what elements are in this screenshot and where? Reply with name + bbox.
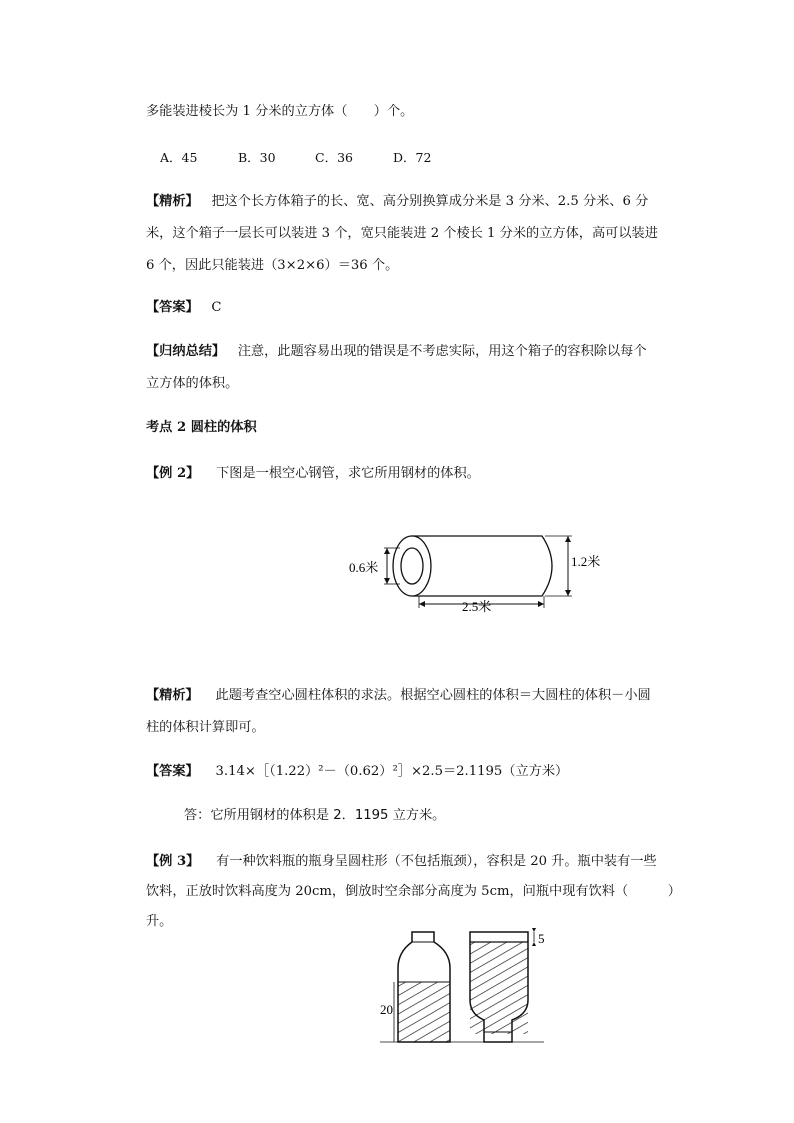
inner-diameter-label: 0.6米 <box>349 560 379 575</box>
answer-text: 3.14×［（1.22）²－（0.62）²］×2.5＝2.1195（立方米） <box>215 764 569 779</box>
example-text: 下图是一根空心钢管，求它所用钢材的体积。 <box>216 466 480 481</box>
answer-2 <box>146 762 568 782</box>
pipe-body-outline <box>412 536 552 596</box>
example-3-line-2: 饮料，正放时饮料高度为 20cm，倒放时空余部分高度为 5cm，问瓶中现有饮料（ ） <box>146 884 681 899</box>
section-heading-2: 考点 2 圆柱的体积 <box>146 420 257 435</box>
example-2 <box>146 464 480 484</box>
analysis-1-line-1 <box>146 192 648 212</box>
answer-1 <box>146 298 221 318</box>
analysis-1-line-2: 米，这个箱子一层长可以装进 3 个，宽只能装进 2 个棱长 1 分米的立方体，高可以装进 <box>146 226 658 241</box>
summary-text: 注意，此题容易出现的错误是不考虑实际，用这个箱子的容积除以每个 <box>237 344 647 359</box>
example-tag: 【例 3】 <box>146 854 200 869</box>
example-3-line-1 <box>146 852 657 872</box>
hollow-pipe-figure <box>340 522 620 627</box>
answer-2-sentence: 答：它所用钢材的体积是 2．1195 立方米。 <box>184 808 446 823</box>
option-d: D．72 <box>393 150 432 165</box>
answer-tag: 【答案】 <box>146 300 199 315</box>
summary-tag: 【归纳总结】 <box>146 344 226 359</box>
length-label: 2.5米 <box>462 599 492 614</box>
option-a: A．45 <box>160 150 198 165</box>
analysis-text: 把这个长方体箱子的长、宽、高分别换算成分米是 3 分米、2.5 分米、6 分 <box>211 194 649 209</box>
example-3-line-3: 升。 <box>146 914 173 929</box>
height-20-label: 20 <box>380 1002 393 1017</box>
upright-liquid <box>398 982 450 1042</box>
pipe-inner-ellipse <box>401 548 423 584</box>
bottle-figure <box>374 926 554 1048</box>
option-c: C．36 <box>315 150 353 165</box>
summary-line-1 <box>146 342 647 362</box>
empty-5-label: 5 <box>538 931 545 946</box>
example-text: 有一种饮料瓶的瓶身呈圆柱形（不包括瓶颈），容积是 20 升。瓶中装有一些 <box>216 854 657 869</box>
analysis-2-line-1 <box>146 686 651 706</box>
analysis-tag: 【精析】 <box>146 688 199 703</box>
analysis-2-line-2: 柱的体积计算即可。 <box>146 720 265 735</box>
outer-diameter-label: 1.2米 <box>571 554 601 569</box>
summary-line-2: 立方体的体积。 <box>146 376 239 391</box>
option-b: B．30 <box>238 150 276 165</box>
answer-text: C <box>211 300 222 315</box>
analysis-1-line-3: 6 个，因此只能装进（3×2×6）＝36 个。 <box>146 258 399 273</box>
line-question-tail: 多能装进棱长为 1 分米的立方体（ ）个。 <box>146 104 414 119</box>
analysis-tag: 【精析】 <box>146 194 199 209</box>
inverted-liquid <box>470 942 528 1034</box>
answer-tag: 【答案】 <box>146 764 199 779</box>
analysis-text: 此题考查空心圆柱体积的求法。根据空心圆柱的体积＝大圆柱的体积－小圆 <box>215 688 651 703</box>
example-tag: 【例 2】 <box>146 466 200 481</box>
